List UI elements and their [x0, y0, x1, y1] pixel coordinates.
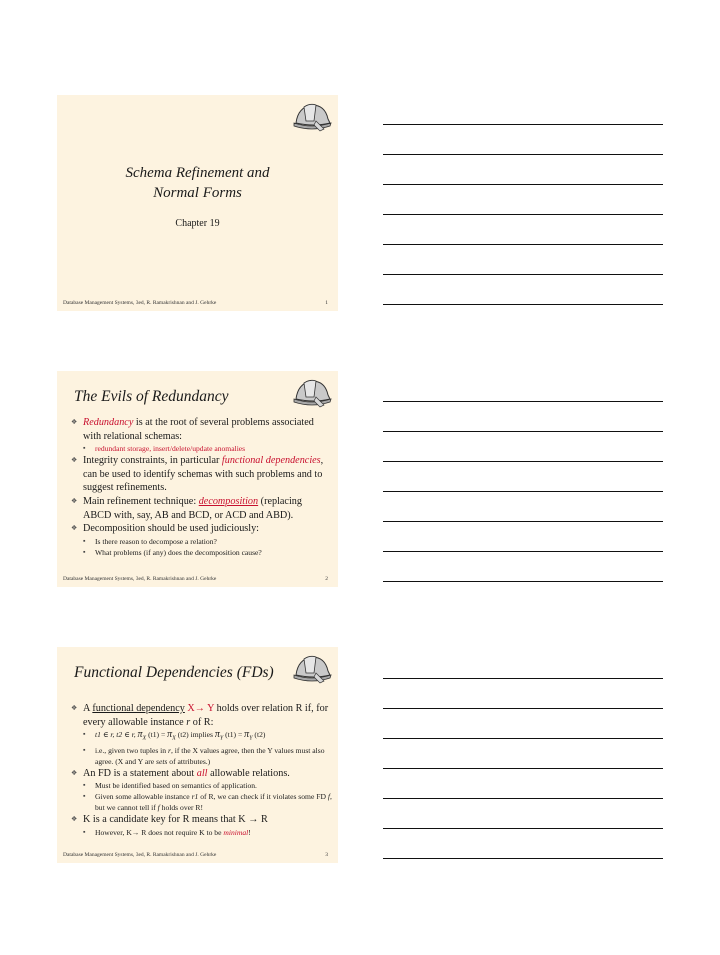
bullet: ❖ A functional dependency X→ Y holds over relation R if, for every allowable instance r of R:: [71, 702, 332, 729]
slide-1-title: Schema Refinement and Normal Forms: [125, 165, 270, 201]
sub-bullet: ▪ Is there reason to decompose a relation?: [71, 536, 332, 547]
sub-bullet: ▪ What problems (if any) does the decomposition cause?: [71, 547, 332, 558]
page-number: 2: [325, 576, 328, 582]
sub-bullet: ▪ redundant storage, insert/delete/update anomalies: [71, 443, 332, 454]
slide-footer: Database Management Systems, 3ed, R. Ramakrishnan and J. Gehrke 2: [63, 576, 328, 582]
note-line: [383, 551, 663, 552]
note-line: [383, 521, 663, 522]
page-number: 1: [325, 300, 328, 306]
bullet: ❖ An FD is a statement about all allowable relations.: [71, 767, 332, 781]
slide-footer: Database Management Systems, 3ed, R. Ramakrishnan and J. Gehrke 3: [63, 852, 328, 858]
note-line: [383, 491, 663, 492]
sub-bullet: ▪ i.e., given two tuples in r, if the X values agree, then the Y values must also agree. (X and Y are sets of attributes.): [71, 745, 332, 767]
note-line: [383, 678, 663, 679]
note-line: [383, 401, 663, 402]
note-line: [383, 244, 663, 245]
note-line: [383, 461, 663, 462]
note-line: [383, 858, 663, 859]
bullet: ❖ Main refinement technique: decomposition (replacing ABCD with, say, AB and BCD, or ACD and ABD).: [71, 495, 332, 522]
slide-2-content: [71, 416, 332, 558]
note-line: [383, 431, 663, 432]
slide-3-title: Functional Dependencies (FDs): [74, 664, 274, 681]
slide-1: [57, 95, 338, 311]
note-line: [383, 274, 663, 275]
note-line: [383, 768, 663, 769]
slide-1-subtitle: Chapter 19: [175, 218, 220, 229]
sub-bullet: ▪ Given some allowable instance r1 of R, we can check if it violates some FD f, but we cannot tell if f holds over R!: [71, 791, 332, 813]
hard-hat-icon: [292, 651, 332, 685]
sub-bullet: ▪ t1 ∈ r, t2 ∈ r, $\pi_X$ $(t1) = \pi_X$ (t2) implies $\pi_Y$ $(t1) = \pi_Y$ (t2): [71, 729, 332, 745]
note-line: [383, 124, 663, 125]
page-number: 3: [325, 852, 328, 858]
slide-2: [57, 371, 338, 587]
slide-footer: Database Management Systems, 3ed, R. Ramakrishnan and J. Gehrke 1: [63, 300, 328, 306]
bullet: ❖ Integrity constraints, in particular functional dependencies, can be used to identify schemas with such problems and to suggest refinements.: [71, 454, 332, 495]
note-line: [383, 738, 663, 739]
note-line: [383, 154, 663, 155]
hard-hat-icon: [292, 375, 332, 409]
note-line: [383, 798, 663, 799]
sub-bullet: ▪ Must be identified based on semantics of application.: [71, 780, 332, 791]
bullet: ❖ Redundancy is at the root of several problems associated with relational schemas:: [71, 416, 332, 443]
hard-hat-icon: [292, 99, 332, 133]
bullet: ❖ Decomposition should be used judiciously:: [71, 522, 332, 536]
slide-3: [57, 647, 338, 863]
note-line: [383, 304, 663, 305]
slide-2-title: The Evils of Redundancy: [74, 388, 229, 405]
note-line: [383, 708, 663, 709]
note-line: [383, 184, 663, 185]
sub-bullet: ▪ However, K→ R does not require K to be minimal!: [71, 827, 332, 838]
note-line: [383, 581, 663, 582]
slide-3-content: [71, 702, 332, 838]
note-line: [383, 214, 663, 215]
note-line: [383, 828, 663, 829]
bullet: ❖ K is a candidate key for R means that K → R: [71, 813, 332, 827]
